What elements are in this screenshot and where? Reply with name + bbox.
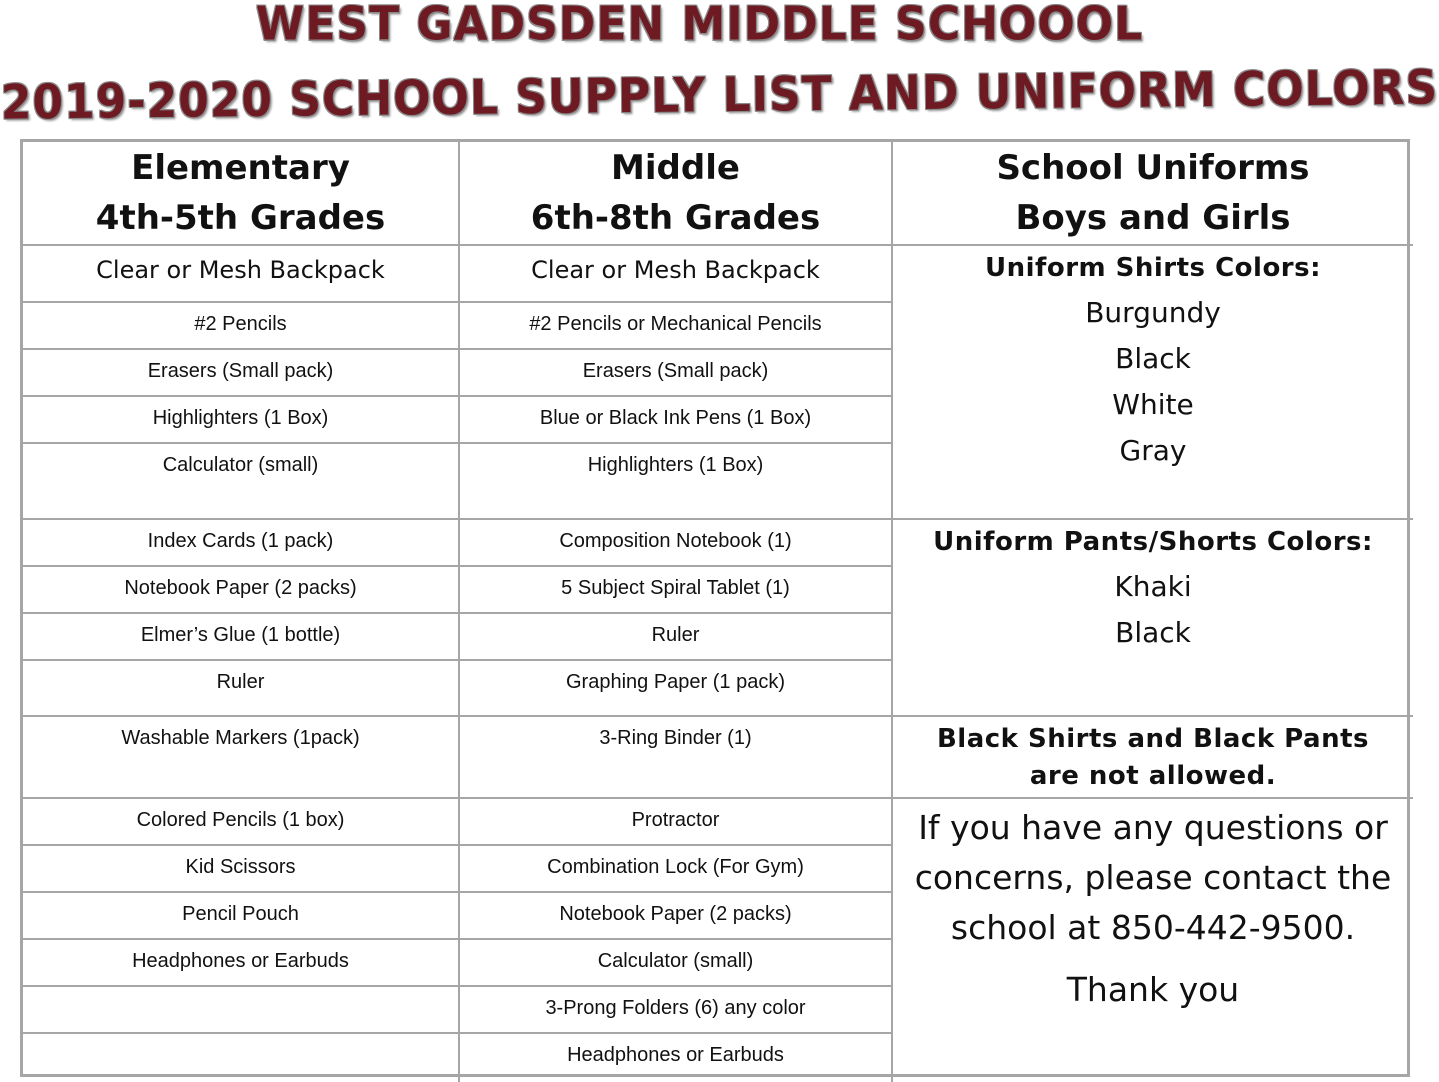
contact-line: If you have any questions or [918,808,1388,847]
elementary-item: Highlighters (1 Box) [23,397,460,444]
pants-colors-heading: Uniform Pants/Shorts Colors: [933,527,1373,557]
not-allowed-note [893,717,1413,799]
shirt-colors-section [893,246,1413,520]
header-uniforms [893,142,1413,246]
supply-table [20,139,1410,1077]
middle-item: Clear or Mesh Backpack [460,246,893,303]
elementary-item: Washable Markers (1pack) [23,717,460,799]
header-elementary-title: Elementary [131,148,350,188]
elementary-item: Kid Scissors [23,846,460,893]
middle-item: Ruler [460,614,893,661]
middle-item: 3-Ring Binder (1) [460,717,893,799]
middle-item: Composition Notebook (1) [460,520,893,567]
header-elementary [23,142,460,246]
elementary-item [23,987,460,1034]
pants-color: Khaki [1114,570,1192,603]
not-allowed-line: Black Shirts and Black Pants [936,724,1370,754]
page-subtitle: 2019-2020 SCHOOL SUPPLY LIST AND UNIFORM COLORS [0,60,1439,131]
elementary-item: Ruler [23,661,460,717]
header-middle-title: Middle [611,148,740,188]
middle-item: Notebook Paper (2 packs) [460,893,893,940]
thank-you-text: Thank you [1066,970,1240,1009]
middle-item: 3-Prong Folders (6) any color [460,987,893,1034]
elementary-item: Index Cards (1 pack) [23,520,460,567]
page-title: WEST GADSDEN MIDDLE SCHOOOL [255,0,1144,52]
contact-line: concerns, please contact the [914,858,1392,897]
header-middle [460,142,893,246]
elementary-item: Calculator (small) [23,444,460,520]
middle-item: Calculator (small) [460,940,893,987]
elementary-item: Colored Pencils (1 box) [23,799,460,846]
elementary-item: Headphones or Earbuds [23,940,460,987]
pants-color: Black [1115,616,1191,649]
middle-item: Erasers (Small pack) [460,350,893,397]
shirt-color: Burgundy [1085,296,1221,329]
elementary-item: #2 Pencils [23,303,460,350]
middle-item: Protractor [460,799,893,846]
middle-item: Headphones or Earbuds [460,1034,893,1082]
shirt-colors-heading: Uniform Shirts Colors: [984,253,1321,283]
elementary-item [23,1034,460,1082]
middle-item: Blue or Black Ink Pens (1 Box) [460,397,893,444]
middle-item: Highlighters (1 Box) [460,444,893,520]
middle-item: 5 Subject Spiral Tablet (1) [460,567,893,614]
shirt-color: Gray [1119,434,1187,467]
header-elementary-grades: 4th-5th Grades [95,198,386,238]
elementary-item: Elmer’s Glue (1 bottle) [23,614,460,661]
header-uniforms-subtitle: Boys and Girls [1015,198,1291,238]
elementary-item: Pencil Pouch [23,893,460,940]
contact-line: school at 850-442-9500. [950,908,1356,947]
elementary-item: Notebook Paper (2 packs) [23,567,460,614]
pants-colors-section [893,520,1413,717]
elementary-item: Clear or Mesh Backpack [23,246,460,303]
elementary-item: Erasers (Small pack) [23,350,460,397]
not-allowed-line: are not allowed. [1029,761,1277,791]
middle-item: Graphing Paper (1 pack) [460,661,893,717]
contact-section [893,799,1413,1082]
shirt-color: Black [1115,342,1191,375]
middle-item: #2 Pencils or Mechanical Pencils [460,303,893,350]
header-middle-grades: 6th-8th Grades [530,198,821,238]
shirt-color: White [1112,388,1194,421]
header-uniforms-title: School Uniforms [996,148,1310,188]
middle-item: Combination Lock (For Gym) [460,846,893,893]
